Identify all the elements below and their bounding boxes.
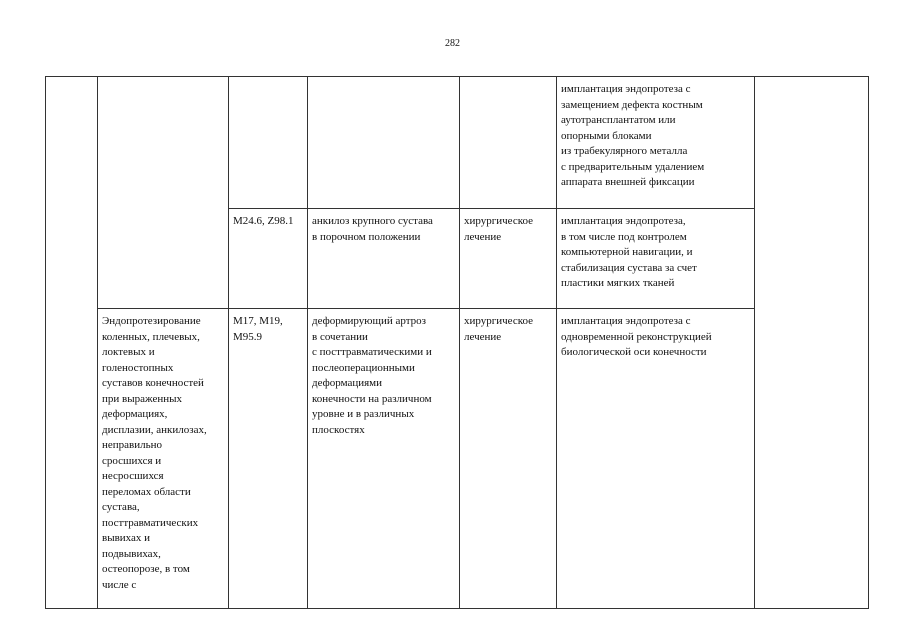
treatment-type-cell [460,77,557,209]
diagnosis-codes-cell: M17, M19, M95.9 [229,309,308,609]
treatment-method-cell: имплантация эндопротеза с замещением дефекта костным аутотрансплантатом или опорными блоками из трабекулярного металла с предварительным удалением аппарата внешней фиксации [557,77,755,209]
procedure-name-cell [98,77,229,309]
number-cell [46,77,98,609]
patient-model-cell: деформирующий артроз в сочетании с посттравматическими и послеоперационными деформациями конечности на различном уровне и в различных плоскостях [308,309,460,609]
patient-model-cell: анкилоз крупного сустава в порочном положении [308,209,460,309]
treatment-type-cell: хирургическое лечение [460,309,557,609]
diagnosis-codes-cell: M24.6, Z98.1 [229,209,308,309]
treatment-type-cell: хирургическое лечение [460,209,557,309]
diagnosis-codes-cell [229,77,308,209]
procedure-name-cell: Эндопротезирование коленных, плечевых, локтевых и голеностопных суставов конечностей при выраженных деформациях, дисплазии, анкилозах, неправильно сросшихся и несросшихся переломах области сустава, посттравматических вывихах и подвывихах, остеопорозе, в том числе с [98,309,229,609]
treatment-method-cell: имплантация эндопротеза с одновременной реконструкцией биологической оси конечности [557,309,755,609]
table-row [46,77,869,209]
patient-model-cell [308,77,460,209]
table-row [46,309,869,609]
standard-cost-cell [755,77,869,609]
treatment-method-cell: имплантация эндопротеза, в том числе под контролем компьютерной навигации, и стабилизация сустава за счет пластики мягких тканей [557,209,755,309]
medical-care-table [45,76,869,609]
page-number: 282 [445,38,460,49]
